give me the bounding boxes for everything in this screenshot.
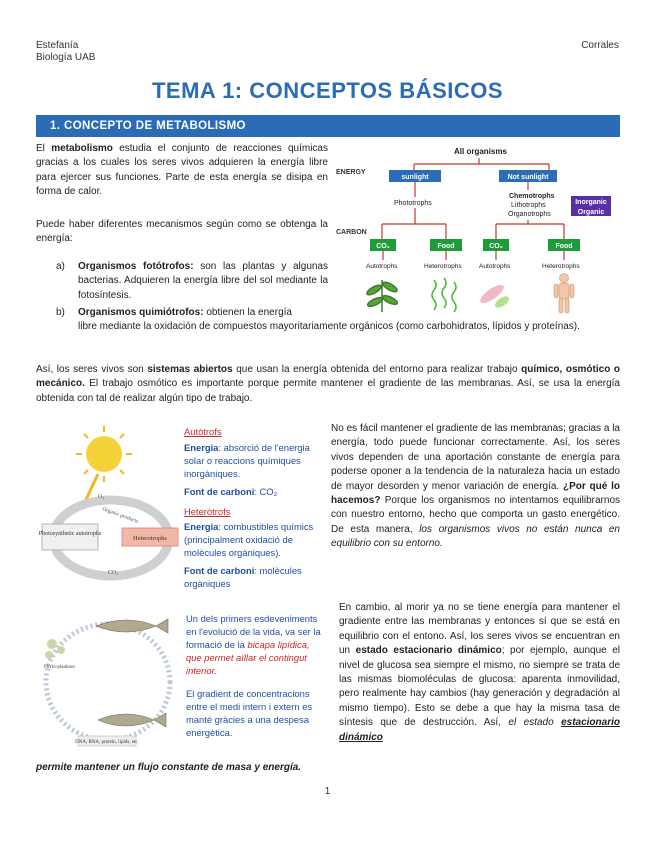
- microbe-icon: [478, 282, 511, 310]
- fig1-chemo: Chemotrophs: [509, 193, 555, 200]
- gradient-paragraph: No es fácil mantener el gradiente de las membranas; gracias a la energía, todo puede funcionar correctamente. Así, los seres vivos dependen de una aportación constante de energía para poderse oponer a la tendencia de la naturaleza hacia un estado de mayor desorden y menor variación de energía. ¿Por qué lo hacemos? Porque los organismos no intentamos equilibrarnos con nuestro entorno, hecho que comporta un gasto energético. De esta manera, los organismos vivos no están nunca en equilibrio con su entorno.: [331, 423, 621, 550]
- intro-paragraph: El metabolismo estudia el conjunto de reacciones químicas gracias a los cuales los seres vivos adquieren la energía libre para ejercer sus funciones. Parte de esta energía se disipa en forma de calor.: [36, 143, 328, 198]
- fig1-auto-2: Autotrophs: [479, 263, 511, 270]
- o2-label: O₂: [98, 494, 105, 500]
- heterotrofs-carbon: Font de carboni: molècules orgàniques: [184, 565, 302, 590]
- fig1-food-2: Food: [555, 243, 573, 250]
- autotrofs-carbon: Font de carboni: CO₂: [184, 485, 278, 497]
- evolution-text: [186, 612, 324, 739]
- fig1-litho: Lithotrophs: [511, 202, 546, 209]
- fig1-inorg: Inorganic: [575, 199, 607, 206]
- list-item-b-cont: libre mediante la oxidación de compuestos mayoritariamente orgánicos (como carbohidratos, lípidos y proteínas).: [78, 321, 580, 332]
- hetero-box-text: Heterotrophs: [133, 535, 167, 542]
- fig1-co2-2: CO₂: [489, 243, 503, 250]
- autotrophs-heterotrophs-figure: [36, 418, 326, 596]
- energy-cycle-diagram: [36, 418, 186, 596]
- list-marker-b: b): [56, 307, 65, 318]
- list-item-b: Organismos quimiótrofos: obtienen la energía: [78, 307, 292, 318]
- fig1-all: All organisms: [454, 147, 507, 156]
- sun-icon: [76, 426, 132, 482]
- autotrofs-heading: Autòtrofs: [184, 426, 222, 437]
- concentration-gradient-text: El gradient de concentracions entre el medi intern i extern es manté gràcies a una despesa energètica.: [186, 688, 313, 738]
- header-surname: Corrales: [581, 40, 619, 51]
- page-title: TEMA 1: CONCEPTOS BÁSICOS: [151, 78, 504, 103]
- fig1-food-1: Food: [437, 243, 455, 250]
- header-author: Estefanía: [36, 40, 79, 51]
- co2-label: CO₂: [108, 570, 119, 576]
- open-systems-paragraph: Así, los seres vivos son sistemas abiertos que usan la energía obtenida del entorno para realizar trabajo químico, osmótico o mecánico. El trabajo osmótico es importante porque permite mantener el gradiente de las membranas. Así, se usa la energía obtenida con tal de realizar algún tipo de trabajo.: [36, 364, 620, 404]
- dynamic-steady-state-paragraph: En cambio, al morir ya no se tiene energía para mantener el gradiente entre las membranas y entonces sí que se está en equilibrio con el entono. Así, los seres vivos se encuentran en un estado estacionario dinámico; por ejemplo, aunque el nivel de glucosa sea siempre el mismo, no siempre se trata de las mismas biomoléculas de glucosa: aparenta inmovilidad, pero realmente hay cambios (hay generación y degradación al mismo tiempo). Esto se debe a que hay la misma tasa de síntesis que de destrucción. Así, el estado estacionario dinámico: [339, 602, 620, 743]
- mechanisms-paragraph: Puede haber diferentes mecanismos según como se obtenga la energía:: [36, 219, 328, 245]
- autotrofs-energy: Energia: absorció de l'energia solar o reaccions químiques inorgàniques.: [184, 441, 310, 479]
- fig1-auto-1: Autotrophs: [366, 263, 398, 270]
- plankton-label: Phyto-plankton: [44, 665, 75, 670]
- evolution-figure: [36, 608, 326, 756]
- fig1-org: Organic: [577, 209, 605, 216]
- dynamic-steady-state-end: permite mantener un flujo constante de masa y energía.: [36, 762, 302, 773]
- dna-label: DNA, RNA, protein, lipids, etc.: [75, 740, 139, 745]
- fig1-photo: Phototrophs: [394, 200, 432, 207]
- list-marker-a: a): [56, 261, 65, 272]
- page-number: 1: [324, 786, 331, 797]
- section-heading: 1. CONCEPTO DE METABOLISMO: [36, 115, 620, 137]
- header-subject: Biología UAB: [36, 52, 96, 63]
- heterotrofs-heading: Heteròtrofs: [184, 505, 231, 517]
- organisms-classification-figure: [334, 142, 622, 317]
- lipid-bilayer-text: Un dels primers esdeveniments en l'evolució de la vida, va ser la formació de la bicapa lipídica, que permet aïllar el contingut interior.: [186, 613, 321, 676]
- fish-cycle-diagram: [36, 608, 181, 756]
- photosynthetic-box: [42, 524, 98, 550]
- fig1-organo: Organotrophs: [508, 211, 551, 218]
- fig1-notsun: Not sunlight: [507, 174, 549, 181]
- fig1-hetero-1: Heterotrophs: [424, 263, 462, 270]
- human-icon: [554, 274, 574, 314]
- fig1-carbon-label: CARBON: [336, 229, 367, 236]
- autotrophs-text: [184, 426, 324, 590]
- heterotrofs-energy: Energia: combustibles químics (principalment oxidació de molècules orgàniques).: [184, 521, 314, 559]
- fig1-sunlight: sunlight: [401, 174, 429, 181]
- fig1-energy-label: ENERGY: [336, 169, 366, 176]
- fish-icon: [96, 619, 168, 727]
- photo-box-text: Photosynthetic autotrophs: [38, 531, 102, 537]
- bacteria-icon: [432, 278, 456, 312]
- organic-products-label: Organic products: [101, 506, 140, 525]
- list-item-a: Organismos fotótrofos: son las plantas y algunas bacterias. Adquieren la energía libre del sol mediante la fotosíntesis.: [78, 261, 328, 301]
- fig1-co2-1: CO₂: [376, 243, 390, 250]
- fig1-hetero-2: Heterotrophs: [542, 263, 580, 270]
- plant-icon: [366, 280, 399, 312]
